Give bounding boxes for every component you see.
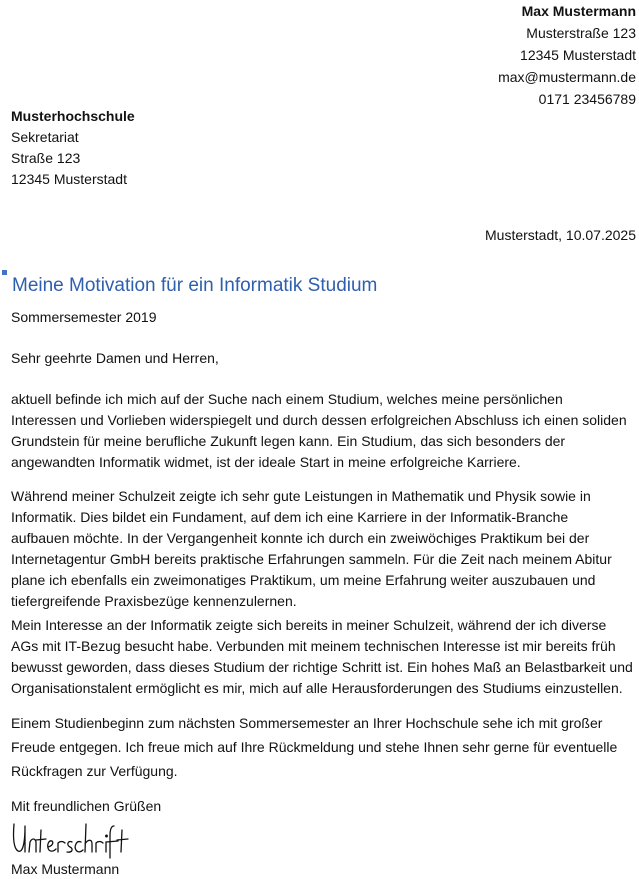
recipient-city: 12345 Musterstadt — [11, 171, 127, 187]
sender-email: max@mustermann.de — [498, 69, 636, 85]
paragraph-line: aufbauen möchte. In der Vergangenheit konnte ich durch ein zweiwöchiges Praktikum bei der — [11, 530, 590, 546]
signer-name: Max Mustermann — [11, 861, 120, 877]
paragraph-line: Interessen und Vorlieben widerspiegelt und durch dessen erfolgreichen Abschluss ich einen soliden — [11, 412, 627, 428]
paragraph-line: tiefergreifende Praxisbezüge kennenzulernen. — [11, 593, 297, 609]
paragraph-line: Internetagentur GmbH bereits praktische Erfahrungen sammeln. Für die Zeit nach meinem Abitur — [11, 551, 612, 567]
paragraph-line: Während meiner Schulzeit zeigte ich sehr gute Leistungen in Mathematik und Physik sowie in — [11, 488, 591, 504]
paragraph-line: AGs mit IT-Bezug besucht habe. Verbunden mit meinem technischen Interesse ist mir bereits früh — [11, 638, 616, 654]
closing-phrase: Mit freundlichen Grüßen — [11, 798, 162, 814]
paragraph-line: Einem Studienbeginn zum nächsten Sommersemester an Ihrer Hochschule sehe ich mit großer — [11, 715, 603, 731]
recipient-street: Straße 123 — [11, 150, 81, 166]
paragraph-line: plane ich ebenfalls ein zweimonatiges Praktikum, um meine Erfahrung weiter auszubauen und — [11, 572, 596, 588]
letter-date: Musterstadt, 10.07.2025 — [485, 227, 636, 243]
sender-phone: 0171 23456789 — [538, 91, 636, 107]
sender-city: 12345 Musterstadt — [520, 47, 636, 63]
paragraph-line: bewusst geworden, dass dieses Studium der richtige Schritt ist. Ein hohes Maß an Belastbarkeit und — [11, 659, 633, 675]
body-paragraph-3 — [11, 615, 637, 699]
recipient-department: Sekretariat — [11, 129, 79, 145]
semester-line: Sommersemester 2019 — [11, 309, 157, 325]
recipient-address-block — [11, 106, 135, 190]
paragraph-line: Mein Interesse an der Informatik zeigte sich bereits in meiner Schulzeit, während der ich diverse — [11, 617, 607, 633]
body-paragraph-1 — [11, 389, 637, 473]
body-paragraph-2 — [11, 486, 637, 612]
letter-subject: Meine Motivation für ein Informatik Studium — [12, 275, 378, 296]
paragraph-line: Grundstein für meine berufliche Zukunft legen kann. Ein Studium, das sich besonders der — [11, 433, 566, 449]
paragraph-line: angewandten Informatik widmet, ist der ideale Start in meine erfolgreiche Karriere. — [11, 454, 521, 470]
sender-address-block — [498, 0, 636, 110]
salutation: Sehr geehrte Damen und Herren, — [11, 350, 219, 366]
paragraph-line: Freude entgegen. Ich freue mich auf Ihre Rückmeldung und stehe Ihnen sehr gerne für eventuelle — [11, 739, 618, 755]
sender-name: Max Mustermann — [521, 3, 636, 19]
subject-marker-icon — [2, 270, 7, 275]
sender-street: Musterstraße 123 — [526, 25, 636, 41]
body-paragraph-4 — [11, 711, 637, 783]
paragraph-line: aktuell befinde ich mich auf der Suche nach einem Studium, welches meine persönlichen — [11, 391, 563, 407]
handwritten-signature-icon — [10, 818, 130, 862]
paragraph-line: Informatik. Dies bildet ein Fundament, auf dem ich eine Karriere in der Informatik-Branche — [11, 509, 569, 525]
paragraph-line: Rückfragen zur Verfügung. — [11, 763, 178, 779]
paragraph-line: Organisationstalent ermöglicht es mir, mich auf alle Herausforderungen des Studiums einzustellen. — [11, 680, 623, 696]
recipient-organization: Musterhochschule — [11, 108, 135, 124]
